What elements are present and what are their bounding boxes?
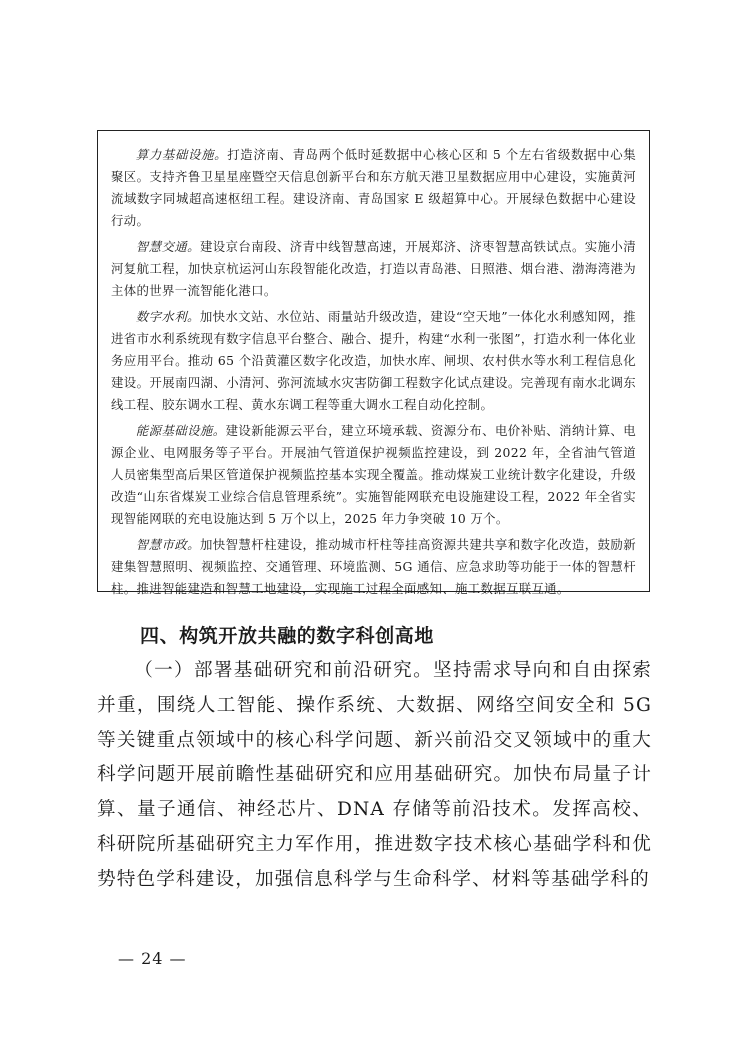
infrastructure-text-box [97, 130, 650, 596]
box-paragraph-water [111, 306, 636, 416]
box-paragraph-transport [111, 236, 636, 302]
box-paragraph-heading: 智慧市政。 [135, 537, 200, 552]
box-paragraph-text: 建设京台南段、济青中线智慧高速，开展郑济、济枣智慧高铁试点。实施小清河复航工程，加快京杭运河山东段智能化改造，打造以青岛港、日照港、烟台港、渤海湾港为主体的世界一流智能化港口。 [111, 239, 636, 298]
section-title: 四、构筑开放共融的数字科创高地 [140, 625, 435, 647]
body-text: 坚持需求导向和自由探索并重，围绕人工智能、操作系统、大数据、网络空间安全和 5G 等关键重点领域中的核心科学问题、新兴前沿交叉领域中的重大科学问题开展前瞻性基础研究和应用基础研究。加快布局量子计算、量子通信、神经芯片、DNA 存储等前沿技术。发挥高校、科研院所基础研究主力军作用，推进数字技术核心基础学科和优势特色学科建设，加强信息科学与生命科学、材料等基础学科的 [97, 660, 652, 890]
box-paragraph-heading: 能源基础设施。 [135, 423, 226, 438]
sub-heading: （一）部署基础研究和前沿研究。 [134, 660, 434, 681]
box-paragraph-text: 加快水文站、水位站、雨量站升级改造，建设“空天地”一体化水利感知网，推进省市水利系统现有数字信息平台整合、融合、提升，构建“水利一张图”，打造水利一体化业务应用平台。推动 65 个沿黄灌区数字化改造，加快水库、闸坝、农村供水等水利工程信息化建设。开展南四湖、小清河、弥河流域水灾害防御工程数字化试点建设。完善现有南水北调东线工程、胶东调水工程、黄水东调工程等重大调水工程自动化控制。 [111, 309, 637, 412]
box-paragraph-heading: 算力基础设施。 [135, 147, 228, 162]
box-paragraph-heading: 数字水利。 [135, 309, 200, 324]
box-paragraph-computing [111, 144, 636, 232]
box-paragraph-energy [111, 420, 636, 530]
box-paragraph-text: 建设新能源云平台，建立环境承载、资源分布、电价补贴、消纳计算、电源企业、电网服务等子平台。开展油气管道保护视频监控建设，到 2022 年，全省油气管道人员密集型高后果区管道保护视频监控基本实现全覆盖。推动煤炭工业统计数字化建设，升级改造“山东省煤炭工业综合信息管理系统”。实施智能网联充电设施建设工程，2022 年全省实现智能网联的充电设施达到 5 万个以上，2025 年力争突破 10 万个。 [111, 423, 636, 526]
box-paragraph-municipal [111, 534, 636, 600]
box-paragraph-text: 打造济南、青岛两个低时延数据中心核心区和 5 个左右省级数据中心集聚区。支持齐鲁卫星星座暨空天信息创新平台和东方航天港卫星数据应用中心建设，实施黄河流域数字同城超高速枢纽工程。建设济南、青岛国家 E 级超算中心。开展绿色数据中心建设行动。 [111, 147, 637, 228]
section-body [97, 654, 652, 898]
page-number: — 24 — [118, 949, 187, 968]
box-paragraph-text: 加快智慧杆柱建设，推动城市杆柱等挂高资源共建共享和数字化改造，鼓励新建集智慧照明、视频监控、交通管理、环境监测、5G 通信、应急求助等功能于一体的智慧杆柱。推进智能建造和智慧工地建设，实现施工过程全面感知、施工数据互联互通。 [111, 537, 636, 596]
box-paragraph-heading: 智慧交通。 [135, 239, 200, 254]
